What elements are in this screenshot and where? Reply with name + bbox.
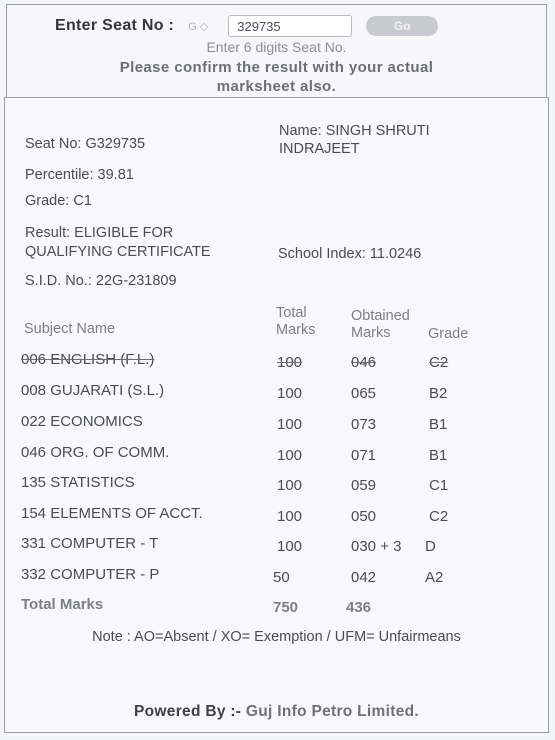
go-button[interactable]: Go	[366, 16, 438, 36]
row-total: 50	[273, 569, 290, 586]
result-panel	[4, 97, 549, 733]
row-obtained: 050	[351, 508, 377, 525]
header-obtained-line-1: Obtained	[351, 308, 410, 324]
seat-hint: Enter 6 digits Seat No.	[206, 39, 347, 55]
seat-label: Enter Seat No :	[55, 17, 175, 34]
row-subject: 154 ELEMENTS OF ACCT.	[21, 505, 203, 522]
confirm-line-2: marksheet also.	[216, 78, 337, 95]
row-grade: C2	[429, 508, 449, 525]
school-index: School Index: 11.0246	[278, 246, 422, 262]
row-total: 100	[277, 416, 303, 433]
header-grade: Grade	[428, 326, 469, 342]
row-grade: A2	[425, 569, 444, 586]
grade: Grade: C1	[25, 193, 92, 209]
row-obtained: 073	[351, 416, 377, 433]
row-total: 100	[277, 354, 303, 371]
row-obtained: 046	[351, 354, 377, 371]
name-line-2: INDRAJEET	[279, 141, 360, 157]
result-line-2: QUALIFYING CERTIFICATE	[25, 244, 211, 260]
row-grade: D	[425, 538, 436, 555]
confirm-line-1: Please confirm the result with your actual	[119, 59, 434, 76]
row-obtained: 030 + 3	[351, 538, 402, 555]
name-line-1: Name: SINGH SHRUTI	[279, 123, 430, 139]
seat-prefix-select[interactable]: G ◇	[188, 20, 209, 33]
row-obtained: 065	[351, 385, 377, 402]
percentile: Percentile: 39.81	[25, 167, 134, 183]
row-total: 100	[277, 447, 303, 464]
total-marks-obtained: 436	[346, 599, 372, 616]
sid-number: S.I.D. No.: 22G-231809	[25, 273, 177, 289]
row-subject: 332 COMPUTER - P	[21, 566, 160, 583]
row-subject: 046 ORG. OF COMM.	[21, 444, 170, 461]
header-obtained-line-2: Marks	[351, 325, 391, 341]
total-marks-label: Total Marks	[21, 596, 104, 613]
result-status	[25, 224, 211, 262]
seat-entry-row	[55, 15, 438, 37]
student-name	[279, 122, 430, 158]
header-subject: Subject Name	[24, 321, 116, 337]
row-obtained: 071	[351, 447, 377, 464]
total-marks-max: 750	[273, 599, 299, 616]
row-subject: 006 ENGLISH (F.L.)	[21, 351, 155, 368]
powered-by	[5, 703, 548, 721]
powered-by-label: Powered By :-	[134, 703, 242, 720]
row-subject: 022 ECONOMICS	[21, 413, 143, 430]
seat-number: Seat No: G329735	[25, 136, 146, 152]
row-grade: B1	[429, 416, 448, 433]
row-total: 100	[277, 477, 303, 494]
row-total: 100	[277, 538, 303, 555]
row-total: 100	[277, 385, 303, 402]
header-total	[276, 305, 315, 339]
seat-number-input[interactable]	[228, 15, 352, 37]
row-obtained: 042	[351, 569, 377, 586]
company-name: Guj Info Petro Limited.	[245, 703, 419, 720]
confirm-message	[7, 58, 546, 96]
legend-note: Note : AO=Absent / XO= Exemption / UFM= Unfairmeans	[92, 629, 461, 645]
row-grade: C1	[429, 477, 449, 494]
row-grade: B1	[429, 447, 448, 464]
row-total: 100	[277, 508, 303, 525]
row-subject: 008 GUJARATI (S.L.)	[21, 382, 165, 399]
header-obtained	[351, 308, 410, 342]
header-total-line-1: Total	[276, 305, 307, 321]
row-subject: 331 COMPUTER - T	[21, 535, 159, 552]
row-obtained: 059	[351, 477, 377, 494]
header-total-line-2: Marks	[276, 322, 316, 338]
row-subject: 135 STATISTICS	[21, 474, 135, 491]
row-grade: B2	[429, 385, 448, 402]
row-grade: C2	[429, 354, 449, 371]
seat-search-panel	[6, 4, 547, 100]
result-line-1: Result: ELIGIBLE FOR	[25, 225, 174, 241]
